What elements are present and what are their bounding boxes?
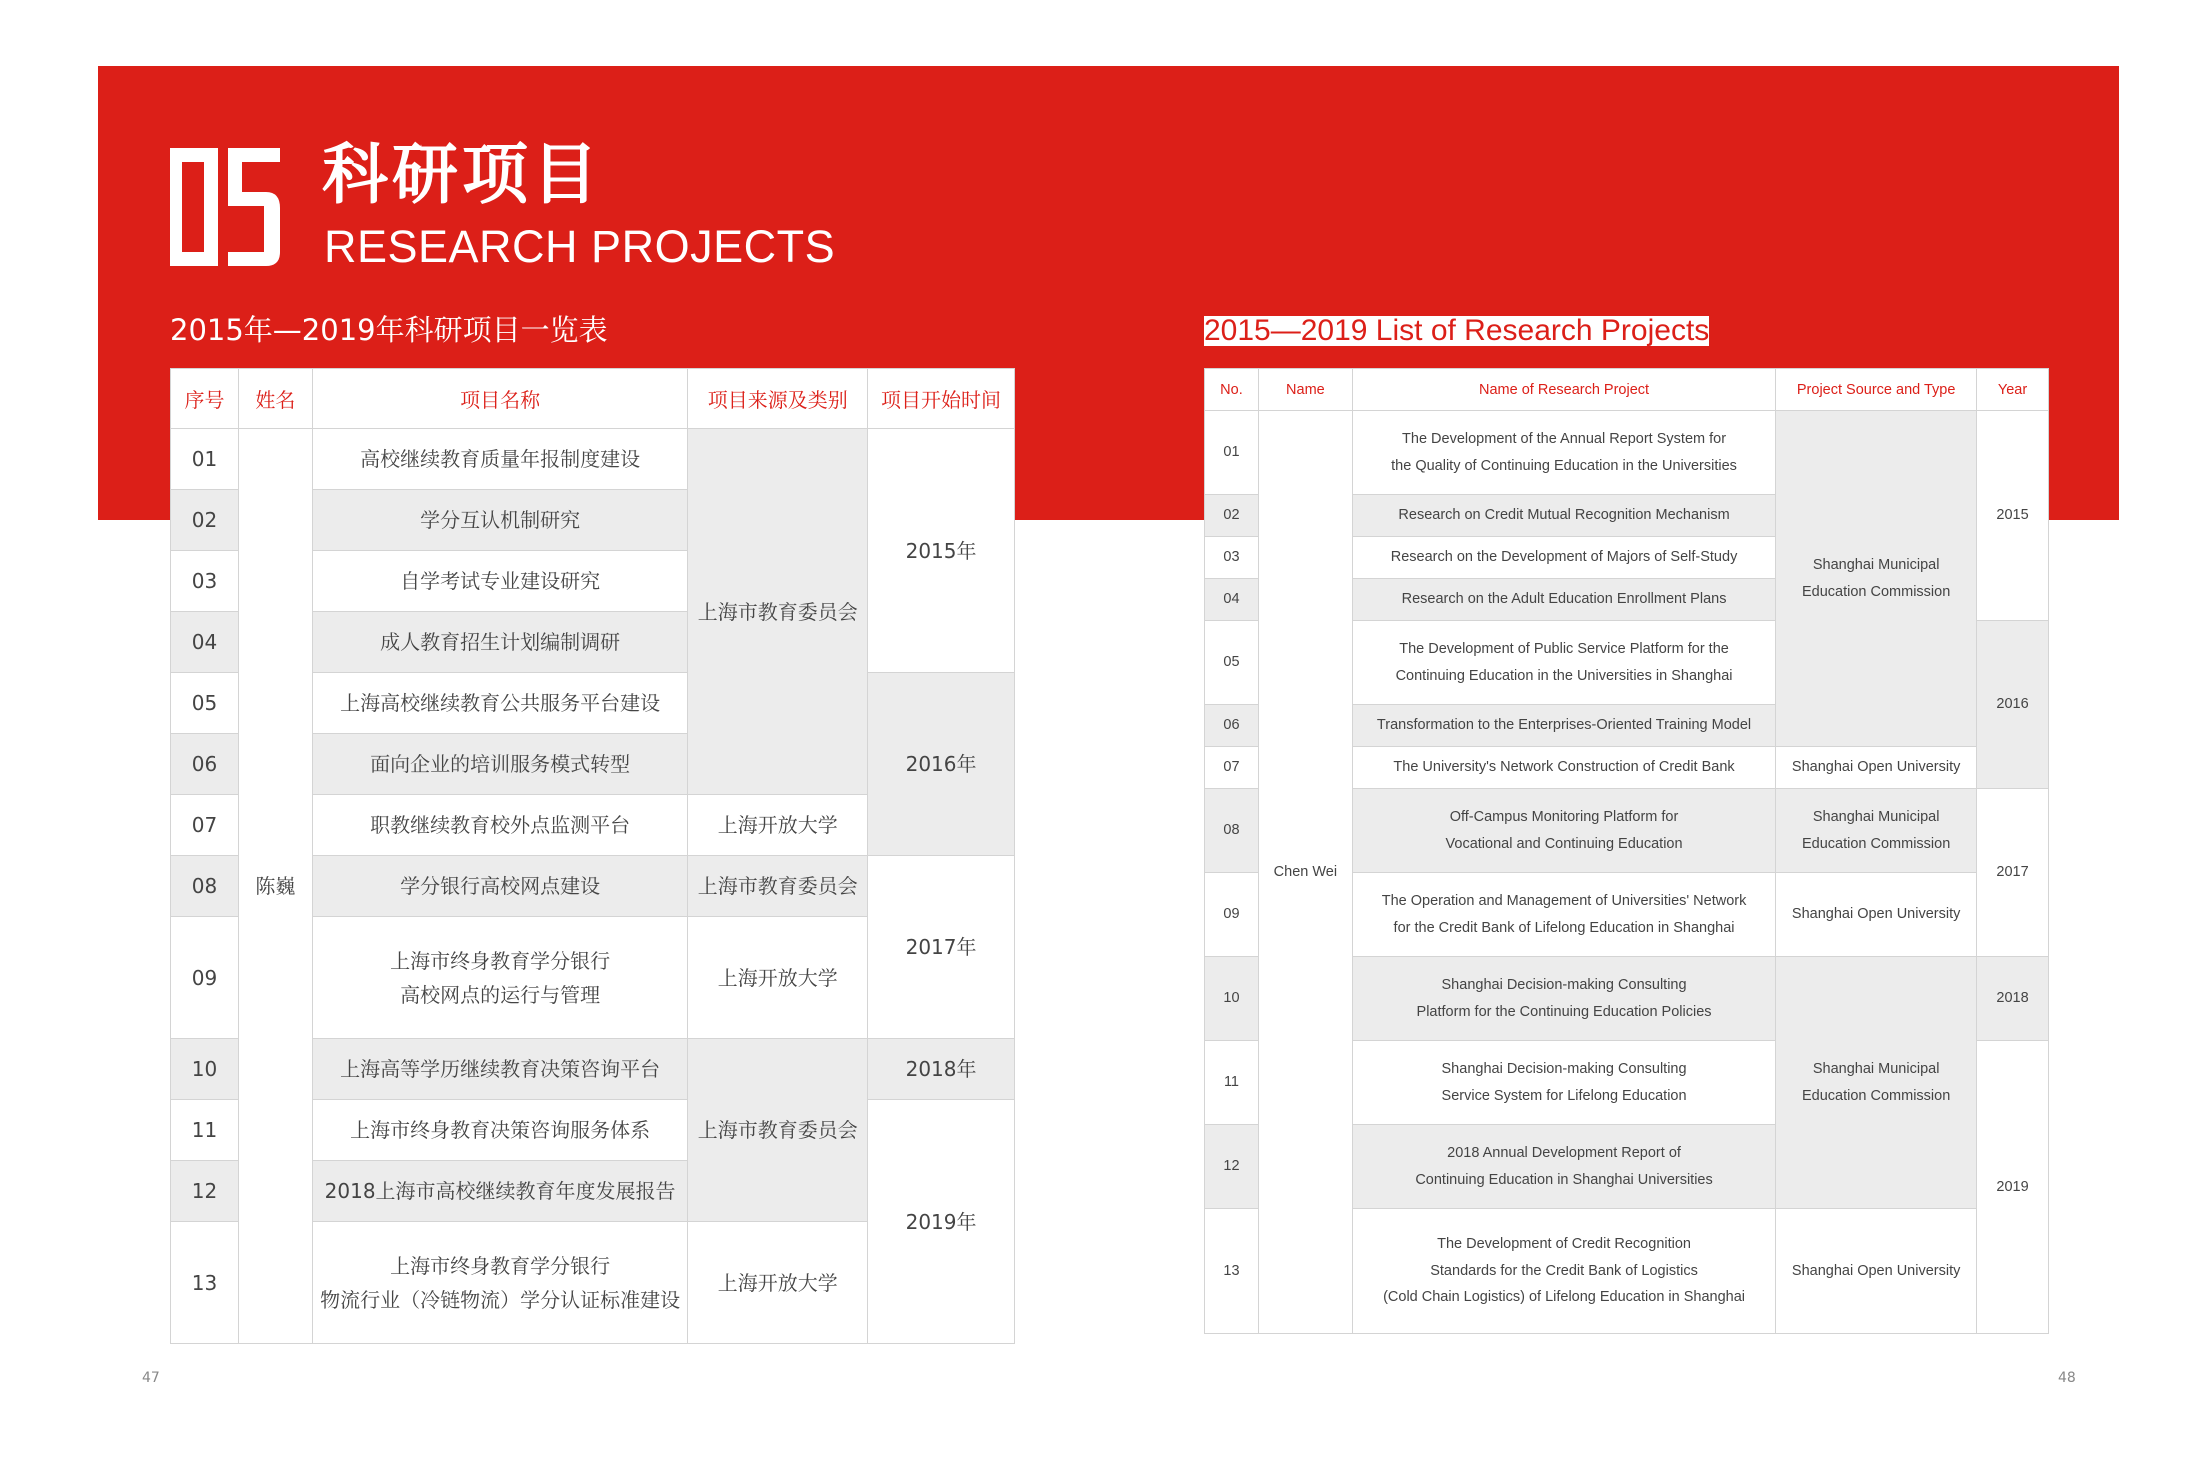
row-number: 13 — [1205, 1209, 1259, 1334]
project-name: 上海高校继续教育公共服务平台建设 — [312, 673, 688, 734]
col-header-source: 项目来源及类别 — [688, 369, 868, 429]
project-name: Off-Campus Monitoring Platform for Vocational and Continuing Education — [1352, 789, 1775, 873]
project-name: Research on the Adult Education Enrollment Plans — [1352, 579, 1775, 621]
row-number: 04 — [171, 612, 239, 673]
research-table-zh — [170, 368, 1015, 1344]
project-source: Shanghai Open University — [1776, 1209, 1977, 1334]
row-number: 07 — [1205, 747, 1259, 789]
row-number: 05 — [171, 673, 239, 734]
project-name: 上海高等学历继续教育决策咨询平台 — [312, 1039, 688, 1100]
project-source: 上海市教育委员会 — [688, 429, 868, 795]
start-year: 2017 — [1977, 789, 2049, 957]
start-year: 2018 — [1977, 957, 2049, 1041]
project-source: 上海市教育委员会 — [688, 1039, 868, 1222]
row-number: 06 — [171, 734, 239, 795]
col-header-source: Project Source and Type — [1776, 369, 1977, 411]
project-source: 上海开放大学 — [688, 1222, 868, 1344]
row-number: 02 — [1205, 495, 1259, 537]
project-name: Shanghai Decision-making Consulting Platform for the Continuing Education Policies — [1352, 957, 1775, 1041]
col-header-no: 序号 — [171, 369, 239, 429]
row-number: 12 — [171, 1161, 239, 1222]
col-header-no: No. — [1205, 369, 1259, 411]
table-subtitle-en: 2015—2019 List of Research Projects — [1204, 314, 1710, 347]
row-number: 11 — [1205, 1041, 1259, 1125]
start-year: 2015 — [1977, 411, 2049, 621]
row-number: 02 — [171, 490, 239, 551]
page-number-right: 48 — [2058, 1370, 2076, 1386]
project-name: The Development of Credit Recognition Standards for the Credit Bank of Logistics (Cold Chain Logistics) of Lifelong Education in Shanghai — [1352, 1209, 1775, 1334]
person-name: Chen Wei — [1258, 411, 1352, 1334]
project-source: Shanghai Open University — [1776, 873, 1977, 957]
col-header-project: Name of Research Project — [1352, 369, 1775, 411]
project-name: Shanghai Decision-making Consulting Service System for Lifelong Education — [1352, 1041, 1775, 1125]
row-number: 01 — [171, 429, 239, 490]
start-year: 2018年 — [868, 1039, 1015, 1100]
project-source: Shanghai Municipal Education Commission — [1776, 411, 1977, 747]
row-number: 10 — [1205, 957, 1259, 1041]
project-name: 职教继续教育校外点监测平台 — [312, 795, 688, 856]
project-source: 上海市教育委员会 — [688, 856, 868, 917]
row-number: 10 — [171, 1039, 239, 1100]
row-number: 07 — [171, 795, 239, 856]
project-name: 自学考试专业建设研究 — [312, 551, 688, 612]
project-name: 高校继续教育质量年报制度建设 — [312, 429, 688, 490]
col-header-project: 项目名称 — [312, 369, 688, 429]
row-number: 13 — [171, 1222, 239, 1344]
section-title-en: RESEARCH PROJECTS — [324, 221, 836, 272]
project-name: Research on Credit Mutual Recognition Mechanism — [1352, 495, 1775, 537]
row-number: 03 — [171, 551, 239, 612]
table-header-row — [171, 369, 1015, 429]
project-name: 学分互认机制研究 — [312, 490, 688, 551]
project-name: The University's Network Construction of Credit Bank — [1352, 747, 1775, 789]
start-year: 2017年 — [868, 856, 1015, 1039]
table-row — [1205, 411, 2049, 495]
table-row — [171, 429, 1015, 490]
row-number: 04 — [1205, 579, 1259, 621]
start-year: 2015年 — [868, 429, 1015, 673]
row-number: 09 — [1205, 873, 1259, 957]
project-name: 上海市终身教育学分银行 物流行业（冷链物流）学分认证标准建设 — [312, 1222, 688, 1344]
project-name: 面向企业的培训服务模式转型 — [312, 734, 688, 795]
project-source: Shanghai Municipal Education Commission — [1776, 957, 1977, 1209]
project-name: 上海市终身教育学分银行 高校网点的运行与管理 — [312, 917, 688, 1039]
col-header-name: Name — [1258, 369, 1352, 411]
research-table-en — [1204, 368, 2049, 1334]
project-name: Research on the Development of Majors of Self-Study — [1352, 537, 1775, 579]
row-number: 11 — [171, 1100, 239, 1161]
project-name: The Development of Public Service Platform for the Continuing Education in the Universities in Shanghai — [1352, 621, 1775, 705]
row-number: 08 — [171, 856, 239, 917]
person-name: 陈巍 — [238, 429, 312, 1344]
section-number-graphic — [170, 148, 280, 266]
project-name: 2018上海市高校继续教育年度发展报告 — [312, 1161, 688, 1222]
col-header-year: Year — [1977, 369, 2049, 411]
row-number: 08 — [1205, 789, 1259, 873]
project-name: 上海市终身教育决策咨询服务体系 — [312, 1100, 688, 1161]
start-year: 2019 — [1977, 1041, 2049, 1334]
project-name: 学分银行高校网点建设 — [312, 856, 688, 917]
page-number-left: 47 — [142, 1370, 160, 1386]
row-number: 09 — [171, 917, 239, 1039]
project-source: Shanghai Municipal Education Commission — [1776, 789, 1977, 873]
project-source: Shanghai Open University — [1776, 747, 1977, 789]
start-year: 2019年 — [868, 1100, 1015, 1344]
col-header-year: 项目开始时间 — [868, 369, 1015, 429]
project-name: The Development of the Annual Report System for the Quality of Continuing Education in the Universities — [1352, 411, 1775, 495]
project-name: Transformation to the Enterprises-Oriented Training Model — [1352, 705, 1775, 747]
project-name: The Operation and Management of Universities' Network for the Credit Bank of Lifelong Education in Shanghai — [1352, 873, 1775, 957]
table-header-row — [1205, 369, 2049, 411]
start-year: 2016年 — [868, 673, 1015, 856]
row-number: 05 — [1205, 621, 1259, 705]
project-source: 上海开放大学 — [688, 917, 868, 1039]
section-title-zh: 科研项目 — [322, 136, 602, 213]
col-header-name: 姓名 — [238, 369, 312, 429]
project-name: 成人教育招生计划编制调研 — [312, 612, 688, 673]
project-name: 2018 Annual Development Report of Continuing Education in Shanghai Universities — [1352, 1125, 1775, 1209]
project-source: 上海开放大学 — [688, 795, 868, 856]
row-number: 06 — [1205, 705, 1259, 747]
row-number: 01 — [1205, 411, 1259, 495]
start-year: 2016 — [1977, 621, 2049, 789]
table-subtitle-zh: 2015年—2019年科研项目一览表 — [170, 313, 608, 347]
row-number: 12 — [1205, 1125, 1259, 1209]
row-number: 03 — [1205, 537, 1259, 579]
